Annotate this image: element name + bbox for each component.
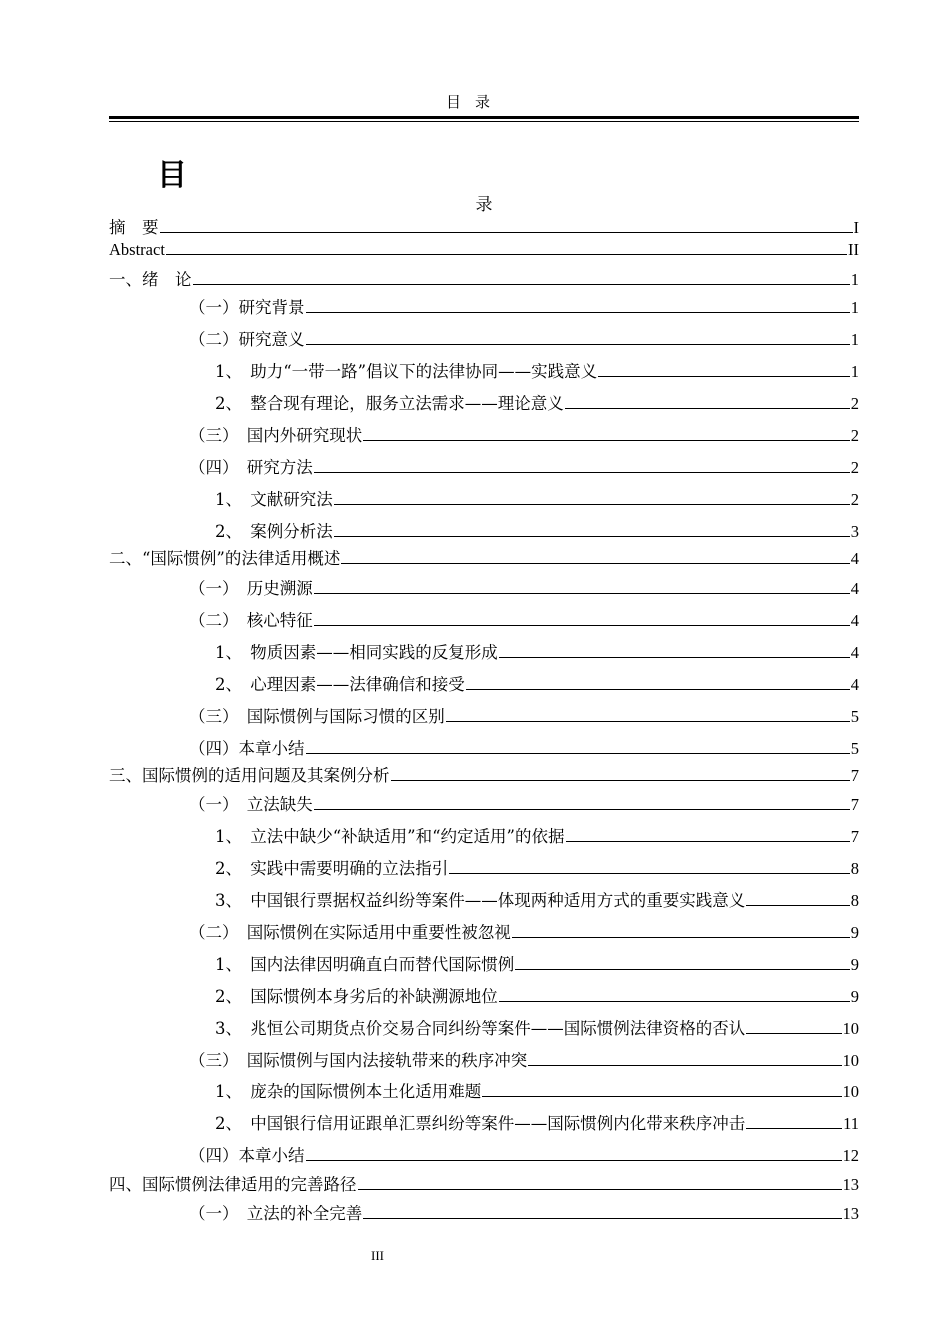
toc-entry[interactable] xyxy=(109,762,859,786)
toc-entry-label: 2、 中国银行信用证跟单汇票纠纷等案件——国际惯例内化带来秩序冲击 xyxy=(215,1114,746,1133)
toc-leader-line xyxy=(746,1128,842,1129)
toc-leader-line xyxy=(341,563,849,564)
toc-entry-page: 4 xyxy=(850,675,859,694)
toc-leader-line xyxy=(314,472,850,473)
toc-leader-line xyxy=(565,408,850,409)
toc-leader-line xyxy=(306,1160,842,1161)
header-rule-thin xyxy=(109,121,859,122)
toc-entry[interactable] xyxy=(189,454,859,478)
toc-entry-page: 7 xyxy=(850,766,859,785)
toc-entry[interactable] xyxy=(189,1142,859,1166)
toc-entry-label: 一、绪 论 xyxy=(109,270,192,289)
toc-entry-label: 二、“国际惯例”的法律适用概述 xyxy=(109,549,341,568)
toc-entry-label: （四）本章小结 xyxy=(189,1146,305,1165)
toc-entry-page: 4 xyxy=(850,549,859,568)
toc-leader-line xyxy=(160,232,853,233)
toc-entry-label: 四、国际惯例法律适用的完善路径 xyxy=(109,1175,357,1194)
toc-entry-page: 3 xyxy=(850,522,859,541)
toc-entry[interactable] xyxy=(215,1078,859,1102)
toc-entry-label: 2、 心理因素——法律确信和接受 xyxy=(215,675,465,694)
toc-entry-page: 5 xyxy=(850,707,859,726)
toc-leader-line xyxy=(363,440,850,441)
toc-leader-line xyxy=(446,721,850,722)
toc-entry[interactable] xyxy=(189,1047,859,1071)
toc-entry[interactable] xyxy=(215,855,859,879)
toc-entry-label: 1、 庞杂的国际惯例本土化适用难题 xyxy=(215,1082,482,1101)
toc-entry-page: 4 xyxy=(850,643,859,662)
toc-entry[interactable] xyxy=(189,607,859,631)
toc-leader-line xyxy=(314,809,850,810)
toc-entry[interactable] xyxy=(215,358,859,382)
toc-entry[interactable] xyxy=(189,422,859,446)
toc-entry-label: 2、 整合现有理论，服务立法需求——理论意义 xyxy=(215,394,564,413)
toc-leader-line xyxy=(334,504,850,505)
toc-entry-page: 13 xyxy=(842,1204,859,1223)
toc-entry-page: 1 xyxy=(850,298,859,317)
toc-entry[interactable] xyxy=(109,240,859,260)
toc-entry[interactable] xyxy=(189,919,859,943)
toc-entry-label: Abstract xyxy=(109,240,165,259)
header-rule-thick xyxy=(109,116,859,119)
toc-leader-line xyxy=(499,1001,850,1002)
toc-entry-label: （一） 立法的补全完善 xyxy=(189,1204,363,1223)
toc-entry[interactable] xyxy=(215,486,859,510)
toc-entry-page: 7 xyxy=(850,795,859,814)
toc-leader-line xyxy=(566,841,850,842)
toc-entry-page: 5 xyxy=(850,739,859,758)
toc-entry-page: 8 xyxy=(850,891,859,910)
toc-leader-line xyxy=(306,312,850,313)
toc-leader-line xyxy=(314,593,850,594)
toc-leader-line xyxy=(499,657,850,658)
toc-entry[interactable] xyxy=(215,518,859,542)
toc-leader-line xyxy=(314,625,850,626)
toc-entry-label: （二） 核心特征 xyxy=(189,611,313,630)
toc-entry-page: 2 xyxy=(850,394,859,413)
toc-entry-label: 3、 中国银行票据权益纠纷等案件——体现两种适用方式的重要实践意义 xyxy=(215,891,746,910)
toc-entry[interactable] xyxy=(215,887,859,911)
toc-entry[interactable] xyxy=(189,703,859,727)
toc-entry-page: 4 xyxy=(850,611,859,630)
toc-entry-label: （一） 历史溯源 xyxy=(189,579,313,598)
toc-entry-page: 11 xyxy=(843,1114,859,1133)
toc-entry-page: 1 xyxy=(850,270,859,289)
toc-entry[interactable] xyxy=(109,214,859,238)
toc-entry[interactable] xyxy=(189,791,859,815)
toc-entry-label: （二）研究意义 xyxy=(189,330,305,349)
toc-entry-page: 7 xyxy=(850,827,859,846)
toc-entry-label: 2、 案例分析法 xyxy=(215,522,333,541)
toc-entry[interactable] xyxy=(215,671,859,695)
toc-entry-label: 1、 文献研究法 xyxy=(215,490,333,509)
toc-entry[interactable] xyxy=(109,266,859,290)
toc-leader-line xyxy=(598,376,850,377)
toc-entry-page: 1 xyxy=(850,362,859,381)
toc-leader-line xyxy=(466,689,850,690)
toc-entry-label: （三） 国际惯例与国内法接轨带来的秩序冲突 xyxy=(189,1051,528,1070)
toc-entry[interactable] xyxy=(215,823,859,847)
toc-entry[interactable] xyxy=(189,294,859,318)
toc-entry[interactable] xyxy=(215,983,859,1007)
toc-entry-page: 10 xyxy=(842,1019,859,1038)
toc-entry-label: （二） 国际惯例在实际适用中重要性被忽视 xyxy=(189,923,511,942)
toc-entry-page: 9 xyxy=(850,987,859,1006)
toc-leader-line xyxy=(334,536,850,537)
toc-entry[interactable] xyxy=(215,951,859,975)
toc-entry[interactable] xyxy=(189,575,859,599)
toc-entry-label: 摘 要 xyxy=(109,218,159,237)
toc-entry-page: I xyxy=(853,218,859,237)
toc-leader-line xyxy=(166,254,847,255)
toc-entry[interactable] xyxy=(109,1171,859,1195)
toc-leader-line xyxy=(358,1189,842,1190)
toc-entry-page: 2 xyxy=(850,426,859,445)
toc-leader-line xyxy=(515,969,850,970)
toc-entry-label: （四） 研究方法 xyxy=(189,458,313,477)
toc-heading-second-char: 录 xyxy=(475,195,493,215)
toc-entry-label: 3、 兆恒公司期货点价交易合同纠纷等案件——国际惯例法律资格的否认 xyxy=(215,1019,746,1038)
toc-entry[interactable] xyxy=(189,1200,859,1224)
toc-leader-line xyxy=(746,905,850,906)
toc-entry[interactable] xyxy=(215,390,859,414)
toc-leader-line xyxy=(306,344,850,345)
toc-entry-label: 1、 助力“一带一路”倡议下的法律协同——实践意义 xyxy=(215,362,598,381)
toc-entry-page: 2 xyxy=(850,458,859,477)
page-number: III xyxy=(371,1248,384,1263)
toc-entry-label: 三、国际惯例的适用问题及其案例分析 xyxy=(109,766,390,785)
toc-entry-page: 10 xyxy=(842,1051,859,1070)
toc-leader-line xyxy=(512,937,850,938)
toc-entry[interactable] xyxy=(215,1110,859,1134)
toc-entry-label: 1、 物质因素——相同实践的反复形成 xyxy=(215,643,498,662)
toc-leader-line xyxy=(482,1096,841,1097)
toc-entry-label: （一）研究背景 xyxy=(189,298,305,317)
toc-entry-label: （三） 国内外研究现状 xyxy=(189,426,363,445)
toc-leader-line xyxy=(391,780,850,781)
toc-entry-label: 1、 立法中缺少“补缺适用”和“约定适用”的依据 xyxy=(215,827,565,846)
toc-entry[interactable] xyxy=(215,1015,859,1039)
running-header-title: 目录 xyxy=(445,93,504,111)
toc-entry-label: 2、 国际惯例本身劣后的补缺溯源地位 xyxy=(215,987,498,1006)
toc-entry-page: 4 xyxy=(850,579,859,598)
toc-entry-label: （三） 国际惯例与国际习惯的区别 xyxy=(189,707,445,726)
toc-leader-line xyxy=(746,1033,841,1034)
toc-entry-page: 9 xyxy=(850,923,859,942)
toc-entry-page: 9 xyxy=(850,955,859,974)
toc-entry[interactable] xyxy=(109,545,859,569)
toc-leader-line xyxy=(193,284,850,285)
toc-entry-page: 8 xyxy=(850,859,859,878)
toc-leader-line xyxy=(306,753,850,754)
toc-entry-page: 2 xyxy=(850,490,859,509)
toc-entry-page: 12 xyxy=(842,1146,859,1165)
toc-entry-label: 1、 国内法律因明确直白而替代国际惯例 xyxy=(215,955,515,974)
toc-entry[interactable] xyxy=(189,326,859,350)
toc-entry[interactable] xyxy=(215,639,859,663)
toc-entry-page: 10 xyxy=(842,1082,859,1101)
toc-entry-label: （四）本章小结 xyxy=(189,739,305,758)
toc-leader-line xyxy=(363,1218,841,1219)
toc-leader-line xyxy=(528,1065,841,1066)
toc-entry-page: II xyxy=(848,240,859,259)
toc-heading-first-char: 目 xyxy=(157,158,187,193)
toc-leader-line xyxy=(449,873,850,874)
toc-entry-page: 1 xyxy=(850,330,859,349)
toc-entry-label: 2、 实践中需要明确的立法指引 xyxy=(215,859,449,878)
toc-entry-label: （一） 立法缺失 xyxy=(189,795,313,814)
toc-entry-page: 13 xyxy=(842,1175,859,1194)
toc-entry[interactable] xyxy=(189,735,859,759)
